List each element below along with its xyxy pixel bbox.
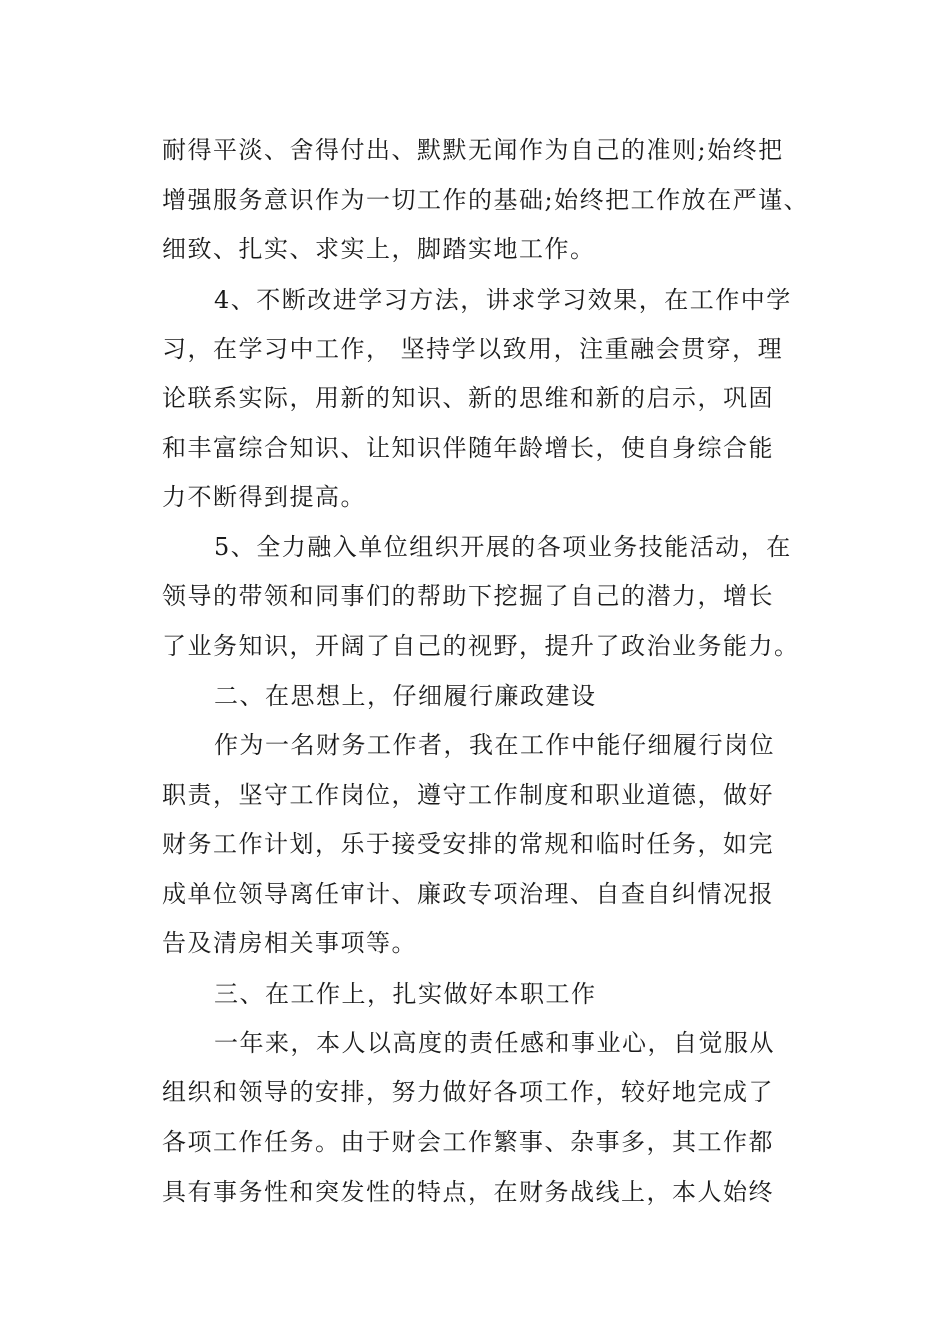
text-line: 具有事务性和突发性的特点，在财务战线上，本人始终 (162, 1178, 774, 1206)
text-line: 作为一名财务工作者，我在工作中能仔细履行岗位 (214, 731, 775, 759)
text-line: 和丰富综合知识、让知识伴随年龄增长，使自身综合能 (162, 434, 774, 462)
text-line: 了业务知识，开阔了自己的视野，提升了政治业务能力。 (162, 632, 800, 660)
text-line: 增强服务意识作为一切工作的基础;始终把工作放在严谨、 (162, 186, 810, 214)
paragraph-4-line: 4、不断改进学习方法，讲求学习效果，在工作中学 (214, 286, 792, 314)
text-line: 论联系实际，用新的知识、新的思维和新的启示，巩固 (162, 384, 774, 412)
section-heading-3: 三、在工作上，扎实做好本职工作 (214, 980, 597, 1008)
text-line: 一年来，本人以高度的责任感和事业心，自觉服从 (214, 1029, 775, 1057)
text-line: 组织和领导的安排，努力做好各项工作，较好地完成了 (162, 1078, 774, 1106)
text-line: 耐得平淡、舍得付出、默默无闻作为自己的准则;始终把 (162, 136, 784, 164)
text-line: 成单位领导离任审计、廉政专项治理、自查自纠情况报 (162, 880, 774, 908)
section-heading-2: 二、在思想上，仔细履行廉政建设 (214, 682, 597, 710)
text-line: 力不断得到提高。 (162, 483, 366, 511)
text-line: 各项工作任务。由于财会工作繁事、杂事多，其工作都 (162, 1128, 774, 1156)
text-line: 习，在学习中工作， 坚持学以致用，注重融会贯穿，理 (162, 335, 784, 363)
text-line: 职责，坚守工作岗位，遵守工作制度和职业道德，做好 (162, 781, 774, 809)
text-line: 领导的带领和同事们的帮助下挖掘了自己的潜力，增长 (162, 582, 774, 610)
text-line: 告及清房相关事项等。 (162, 929, 417, 957)
paragraph-5-line: 5、全力融入单位组织开展的各项业务技能活动，在 (214, 533, 792, 561)
text-line: 细致、扎实、求实上，脚踏实地工作。 (162, 235, 596, 263)
text-line: 财务工作计划，乐于接受安排的常规和临时任务，如完 (162, 830, 774, 858)
